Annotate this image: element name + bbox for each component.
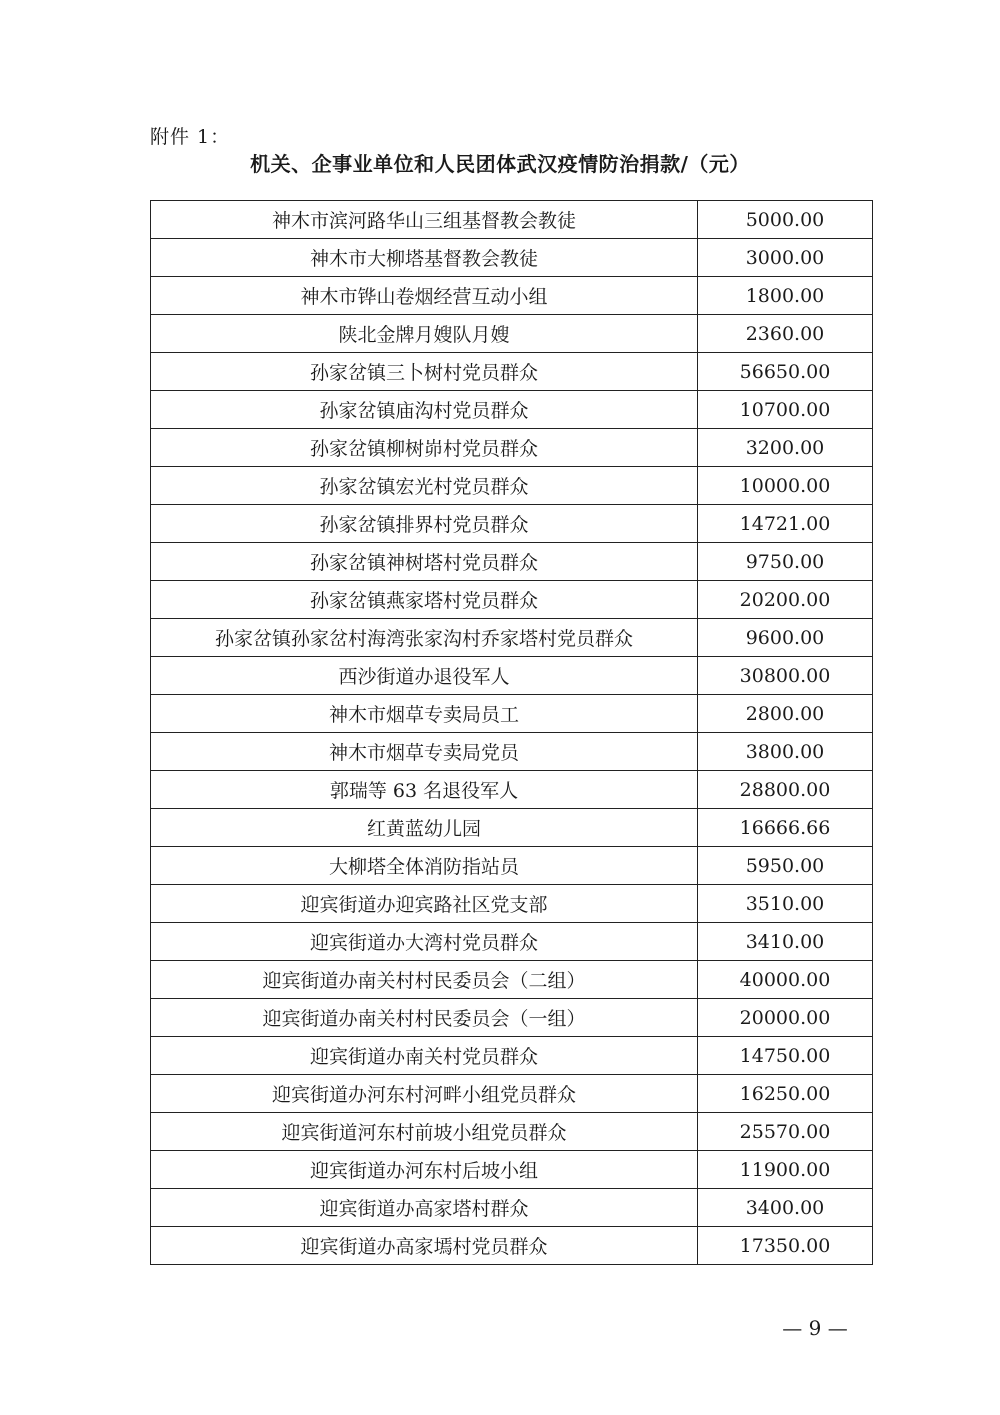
donation-amount: 14750.00 xyxy=(698,1037,873,1075)
donation-amount: 5950.00 xyxy=(698,847,873,885)
donor-name: 孙家岔镇排界村党员群众 xyxy=(151,505,698,543)
donation-amount: 3410.00 xyxy=(698,923,873,961)
donation-amount: 25570.00 xyxy=(698,1113,873,1151)
table-row xyxy=(151,885,873,923)
donor-name: 迎宾街道河东村前坡小组党员群众 xyxy=(151,1113,698,1151)
donor-name: 迎宾街道办南关村村民委员会（一组） xyxy=(151,999,698,1037)
donor-name: 大柳塔全体消防指站员 xyxy=(151,847,698,885)
donation-amount: 2800.00 xyxy=(698,695,873,733)
table-row xyxy=(151,771,873,809)
table-row xyxy=(151,1113,873,1151)
donation-amount: 28800.00 xyxy=(698,771,873,809)
table-row xyxy=(151,201,873,239)
table-row xyxy=(151,429,873,467)
donation-amount: 20200.00 xyxy=(698,581,873,619)
donation-amount: 10700.00 xyxy=(698,391,873,429)
donor-name: 迎宾街道办河东村后坡小组 xyxy=(151,1151,698,1189)
donor-name: 孙家岔镇柳树峁村党员群众 xyxy=(151,429,698,467)
donation-amount: 16666.66 xyxy=(698,809,873,847)
donor-name: 孙家岔镇庙沟村党员群众 xyxy=(151,391,698,429)
donor-name: 迎宾街道办高家塔村群众 xyxy=(151,1189,698,1227)
table-row xyxy=(151,391,873,429)
donation-amount: 20000.00 xyxy=(698,999,873,1037)
donor-name: 迎宾街道办南关村党员群众 xyxy=(151,1037,698,1075)
table-row xyxy=(151,999,873,1037)
donor-name: 孙家岔镇神树塔村党员群众 xyxy=(151,543,698,581)
table-row xyxy=(151,733,873,771)
donor-name: 神木市铧山卷烟经营互动小组 xyxy=(151,277,698,315)
donor-name: 神木市烟草专卖局员工 xyxy=(151,695,698,733)
donor-name: 迎宾街道办高家墕村党员群众 xyxy=(151,1227,698,1265)
donor-name: 孙家岔镇三卜树村党员群众 xyxy=(151,353,698,391)
donation-amount: 30800.00 xyxy=(698,657,873,695)
donation-amount: 1800.00 xyxy=(698,277,873,315)
table-row xyxy=(151,923,873,961)
table-row xyxy=(151,543,873,581)
donor-name: 神木市大柳塔基督教会教徒 xyxy=(151,239,698,277)
donor-name: 迎宾街道办大湾村党员群众 xyxy=(151,923,698,961)
table-row xyxy=(151,315,873,353)
table-row xyxy=(151,657,873,695)
donation-amount: 16250.00 xyxy=(698,1075,873,1113)
table-row xyxy=(151,505,873,543)
donor-name: 迎宾街道办河东村河畔小组党员群众 xyxy=(151,1075,698,1113)
donation-amount: 56650.00 xyxy=(698,353,873,391)
table-row xyxy=(151,239,873,277)
donor-name: 孙家岔镇孙家岔村海湾张家沟村乔家塔村党员群众 xyxy=(151,619,698,657)
donation-amount: 40000.00 xyxy=(698,961,873,999)
donor-name: 西沙街道办退役军人 xyxy=(151,657,698,695)
donor-name: 郭瑞等 63 名退役军人 xyxy=(151,771,698,809)
donor-name: 迎宾街道办南关村村民委员会（二组） xyxy=(151,961,698,999)
donor-name: 迎宾街道办迎宾路社区党支部 xyxy=(151,885,698,923)
donation-amount: 17350.00 xyxy=(698,1227,873,1265)
donation-amount: 9600.00 xyxy=(698,619,873,657)
page-title: 机关、企事业单位和人民团体武汉疫情防治捐款/（元） xyxy=(250,152,750,176)
donation-amount: 9750.00 xyxy=(698,543,873,581)
table-row xyxy=(151,847,873,885)
donor-name: 神木市烟草专卖局党员 xyxy=(151,733,698,771)
donations-table xyxy=(150,200,873,1265)
table-row xyxy=(151,961,873,999)
table-row xyxy=(151,809,873,847)
table-row xyxy=(151,581,873,619)
donor-name: 孙家岔镇宏光村党员群众 xyxy=(151,467,698,505)
table-row xyxy=(151,467,873,505)
donation-amount: 3510.00 xyxy=(698,885,873,923)
donation-amount: 3800.00 xyxy=(698,733,873,771)
donor-name: 神木市滨河路华山三组基督教会教徒 xyxy=(151,201,698,239)
donation-amount: 3400.00 xyxy=(698,1189,873,1227)
page-number: — 9 — xyxy=(782,1316,848,1340)
table-row xyxy=(151,619,873,657)
table-row xyxy=(151,695,873,733)
table-row xyxy=(151,353,873,391)
table-row xyxy=(151,1227,873,1265)
donation-amount: 3000.00 xyxy=(698,239,873,277)
table-row xyxy=(151,1075,873,1113)
attachment-label: 附件 1： xyxy=(150,126,231,148)
donation-amount: 5000.00 xyxy=(698,201,873,239)
donor-name: 红黄蓝幼儿园 xyxy=(151,809,698,847)
table-row xyxy=(151,1189,873,1227)
donation-amount: 14721.00 xyxy=(698,505,873,543)
table-row xyxy=(151,1151,873,1189)
table-row xyxy=(151,277,873,315)
donation-amount: 3200.00 xyxy=(698,429,873,467)
donor-name: 陕北金牌月嫂队月嫂 xyxy=(151,315,698,353)
donation-amount: 10000.00 xyxy=(698,467,873,505)
donation-amount: 11900.00 xyxy=(698,1151,873,1189)
donor-name: 孙家岔镇燕家塔村党员群众 xyxy=(151,581,698,619)
table-row xyxy=(151,1037,873,1075)
donation-amount: 2360.00 xyxy=(698,315,873,353)
